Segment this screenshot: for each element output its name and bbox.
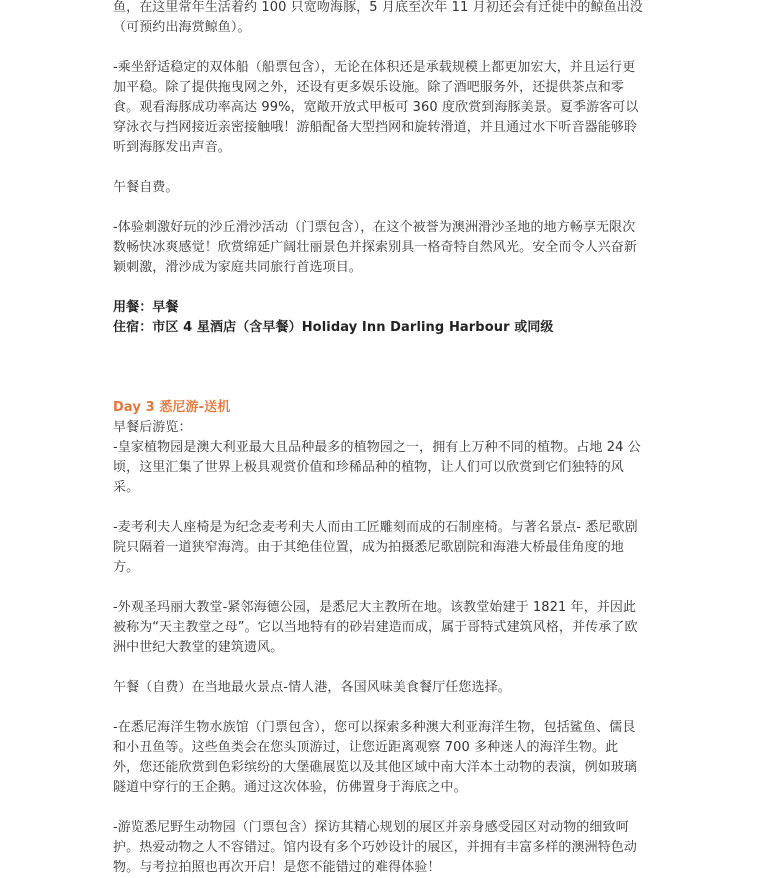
spacer — [113, 658, 643, 678]
itinerary-article — [113, 0, 643, 878]
spacer — [113, 698, 643, 718]
day3-title: Day 3 悉尼游-送机 — [113, 400, 231, 415]
spacer — [113, 498, 643, 518]
paragraph-dolphin-intro: 鱼，在这里常年生活着约 100 只宽吻海豚，5 月底至次年 11 月初还会有迁徙中的鲸鱼出没（可预约出海赏鲸鱼）。 — [113, 0, 643, 35]
spacer — [113, 798, 643, 818]
paragraph-botanic-garden: -皇家植物园是澳大利亚最大且品种最多的植物园之一，拥有上万种不同的植物。占地 24 公顷，这里汇集了世界上极具观赏价值和珍稀品种的植物，让人们可以欣赏到它们独特的风采。 — [113, 440, 641, 495]
paragraph-macquarie-chair: -麦考利夫人座椅是为纪念麦考利夫人而由工匠雕刻而成的石制座椅。与著名景点- 悉尼歌剧院只隔着一道狭窄海湾。由于其绝佳位置，成为拍摄悉尼歌剧院和海港大桥最佳角度的地方。 — [113, 520, 638, 575]
paragraph-sea-life-aquarium: -在悉尼海洋生物水族馆（门票包含），您可以探索多种澳大利亚海洋生物，包括鲨鱼、儒艮和小丑鱼等。这些鱼类会在您头顶游过，让您近距离观察 700 多种迷人的海洋生物。此外，您还能欣赏到色彩缤纷的大堡礁展览以及其他区域中南大洋本土动物的表演，例如玻璃隧道中穿行的王企鹅。通过这次体验，仿佛置身于海底之中。 — [113, 720, 638, 795]
paragraph-lunch-self-paid: 午餐自费。 — [113, 180, 179, 195]
paragraph-st-marys-cathedral: -外观圣玛丽大教堂-紧邻海德公园，是悉尼大主教所在地。该教堂始建于 1821 年，并因此被称为“天主教堂之母”。它以当地特有的砂岩建造而成，属于哥特式建筑风格，并传承了欧洲中世纪大教堂的建筑遗风。 — [113, 600, 638, 655]
section-spacer — [113, 338, 643, 398]
spacer — [113, 578, 643, 598]
hotel-info: 住宿：市区 4 星酒店（含早餐）Holiday Inn Darling Harbour 或同级 — [113, 320, 554, 335]
paragraph-catamaran: -乘坐舒适稳定的双体船（船票包含），无论在体积还是承载规模上都更加宏大，并且运行更加平稳。除了提供拖曳网之外，还设有更多娱乐设施。除了酒吧服务外，还提供茶点和零食。观看海豚成功率高达 99%，宽敞开放式甲板可 360 度欣赏到海豚美景。夏季游客可以穿泳衣与挡网接近亲密接触哦！游船配备大型挡网和旋转滑道，并且通过水下听音器能够聆听到海豚发出声音。 — [113, 60, 639, 155]
spacer — [113, 198, 643, 218]
paragraph-lunch-darling-harbour: 午餐（自费）在当地最火景点-情人港，各国风味美食餐厅任您选择。 — [113, 680, 511, 695]
paragraph-wildlife-zoo: -游览悉尼野生动物园（门票包含）探访其精心规划的展区并亲身感受园区对动物的细致呵护。热爱动物之人不容错过。馆内设有多个巧妙设计的展区，并拥有丰富多样的澳洲特色动物。与考拉拍照也再次开启！是您不能错过的难得体验！ — [113, 820, 638, 875]
meals-info: 用餐：早餐 — [113, 300, 179, 315]
spacer — [113, 38, 643, 58]
paragraph-sandboarding: -体验刺激好玩的沙丘滑沙活动（门票包含），在这个被誉为澳洲滑沙圣地的地方畅享无限次数畅快冰爽感觉！欣赏绵延广阔壮丽景色并探索别具一格奇特自然风光。安全而令人兴奋新颖刺激，滑沙成为家庭共同旅行首选项目。 — [113, 220, 638, 275]
day3-subtitle: 早餐后游览： — [113, 420, 192, 435]
spacer — [113, 158, 643, 178]
spacer — [113, 278, 643, 298]
